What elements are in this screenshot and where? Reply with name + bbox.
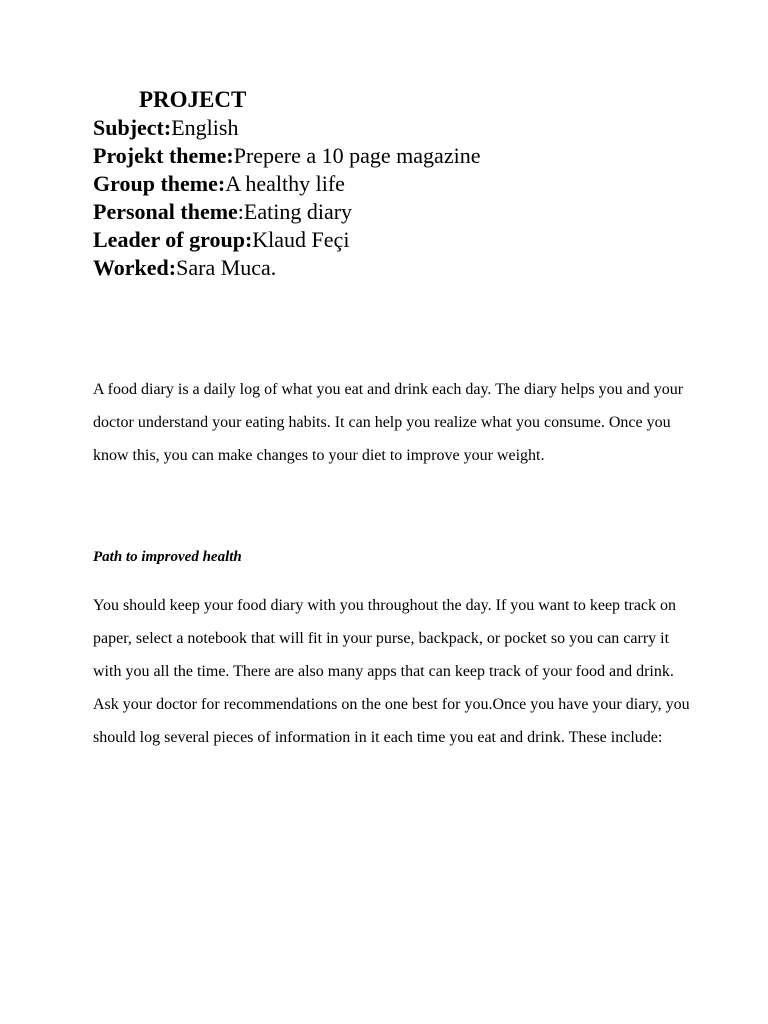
- project-theme-line: [93, 142, 713, 170]
- subject-value: English: [171, 115, 239, 140]
- group-theme-label: Group theme:: [93, 171, 226, 196]
- leader-value: Klaud Feçi: [252, 227, 350, 252]
- worked-value: Sara Muca.: [176, 255, 277, 280]
- worked-label: Worked:: [93, 255, 177, 280]
- subject-label: Subject:: [93, 115, 172, 140]
- subject-line: [93, 114, 713, 142]
- group-theme-value: A healthy life: [225, 171, 345, 196]
- intro-paragraph: A food diary is a daily log of what you eat and drink each day. The diary helps you and your doctor understand your eating habits. It can help you realize what you consume. Once you know this, you can make changes to your diet to improve your weight.: [93, 381, 684, 464]
- group-theme-line: [93, 170, 713, 198]
- worked-line: [93, 254, 713, 282]
- project-theme-value: Prepere a 10 page magazine: [233, 143, 481, 168]
- project-header: [93, 86, 713, 282]
- leader-line: [93, 226, 713, 254]
- personal-theme-value: :Eating diary: [237, 199, 353, 224]
- personal-theme-label: Personal theme: [93, 199, 238, 224]
- project-title: PROJECT: [139, 87, 247, 112]
- section-heading: Path to improved health: [93, 549, 242, 565]
- leader-label: Leader of group:: [93, 227, 253, 252]
- section-paragraph: You should keep your food diary with you throughout the day. If you want to keep track on paper, select a notebook that will fit in your purse, backpack, or pocket so you can carry it with you all the time. There are also many apps that can keep track of your food and drink. Ask your doctor for recommendations on the one best for you.Once you have your diary, you should log several pieces of information in it each time you eat and drink. These include:: [93, 597, 690, 746]
- personal-theme-line: [93, 198, 713, 226]
- project-theme-label: Projekt theme:: [93, 143, 234, 168]
